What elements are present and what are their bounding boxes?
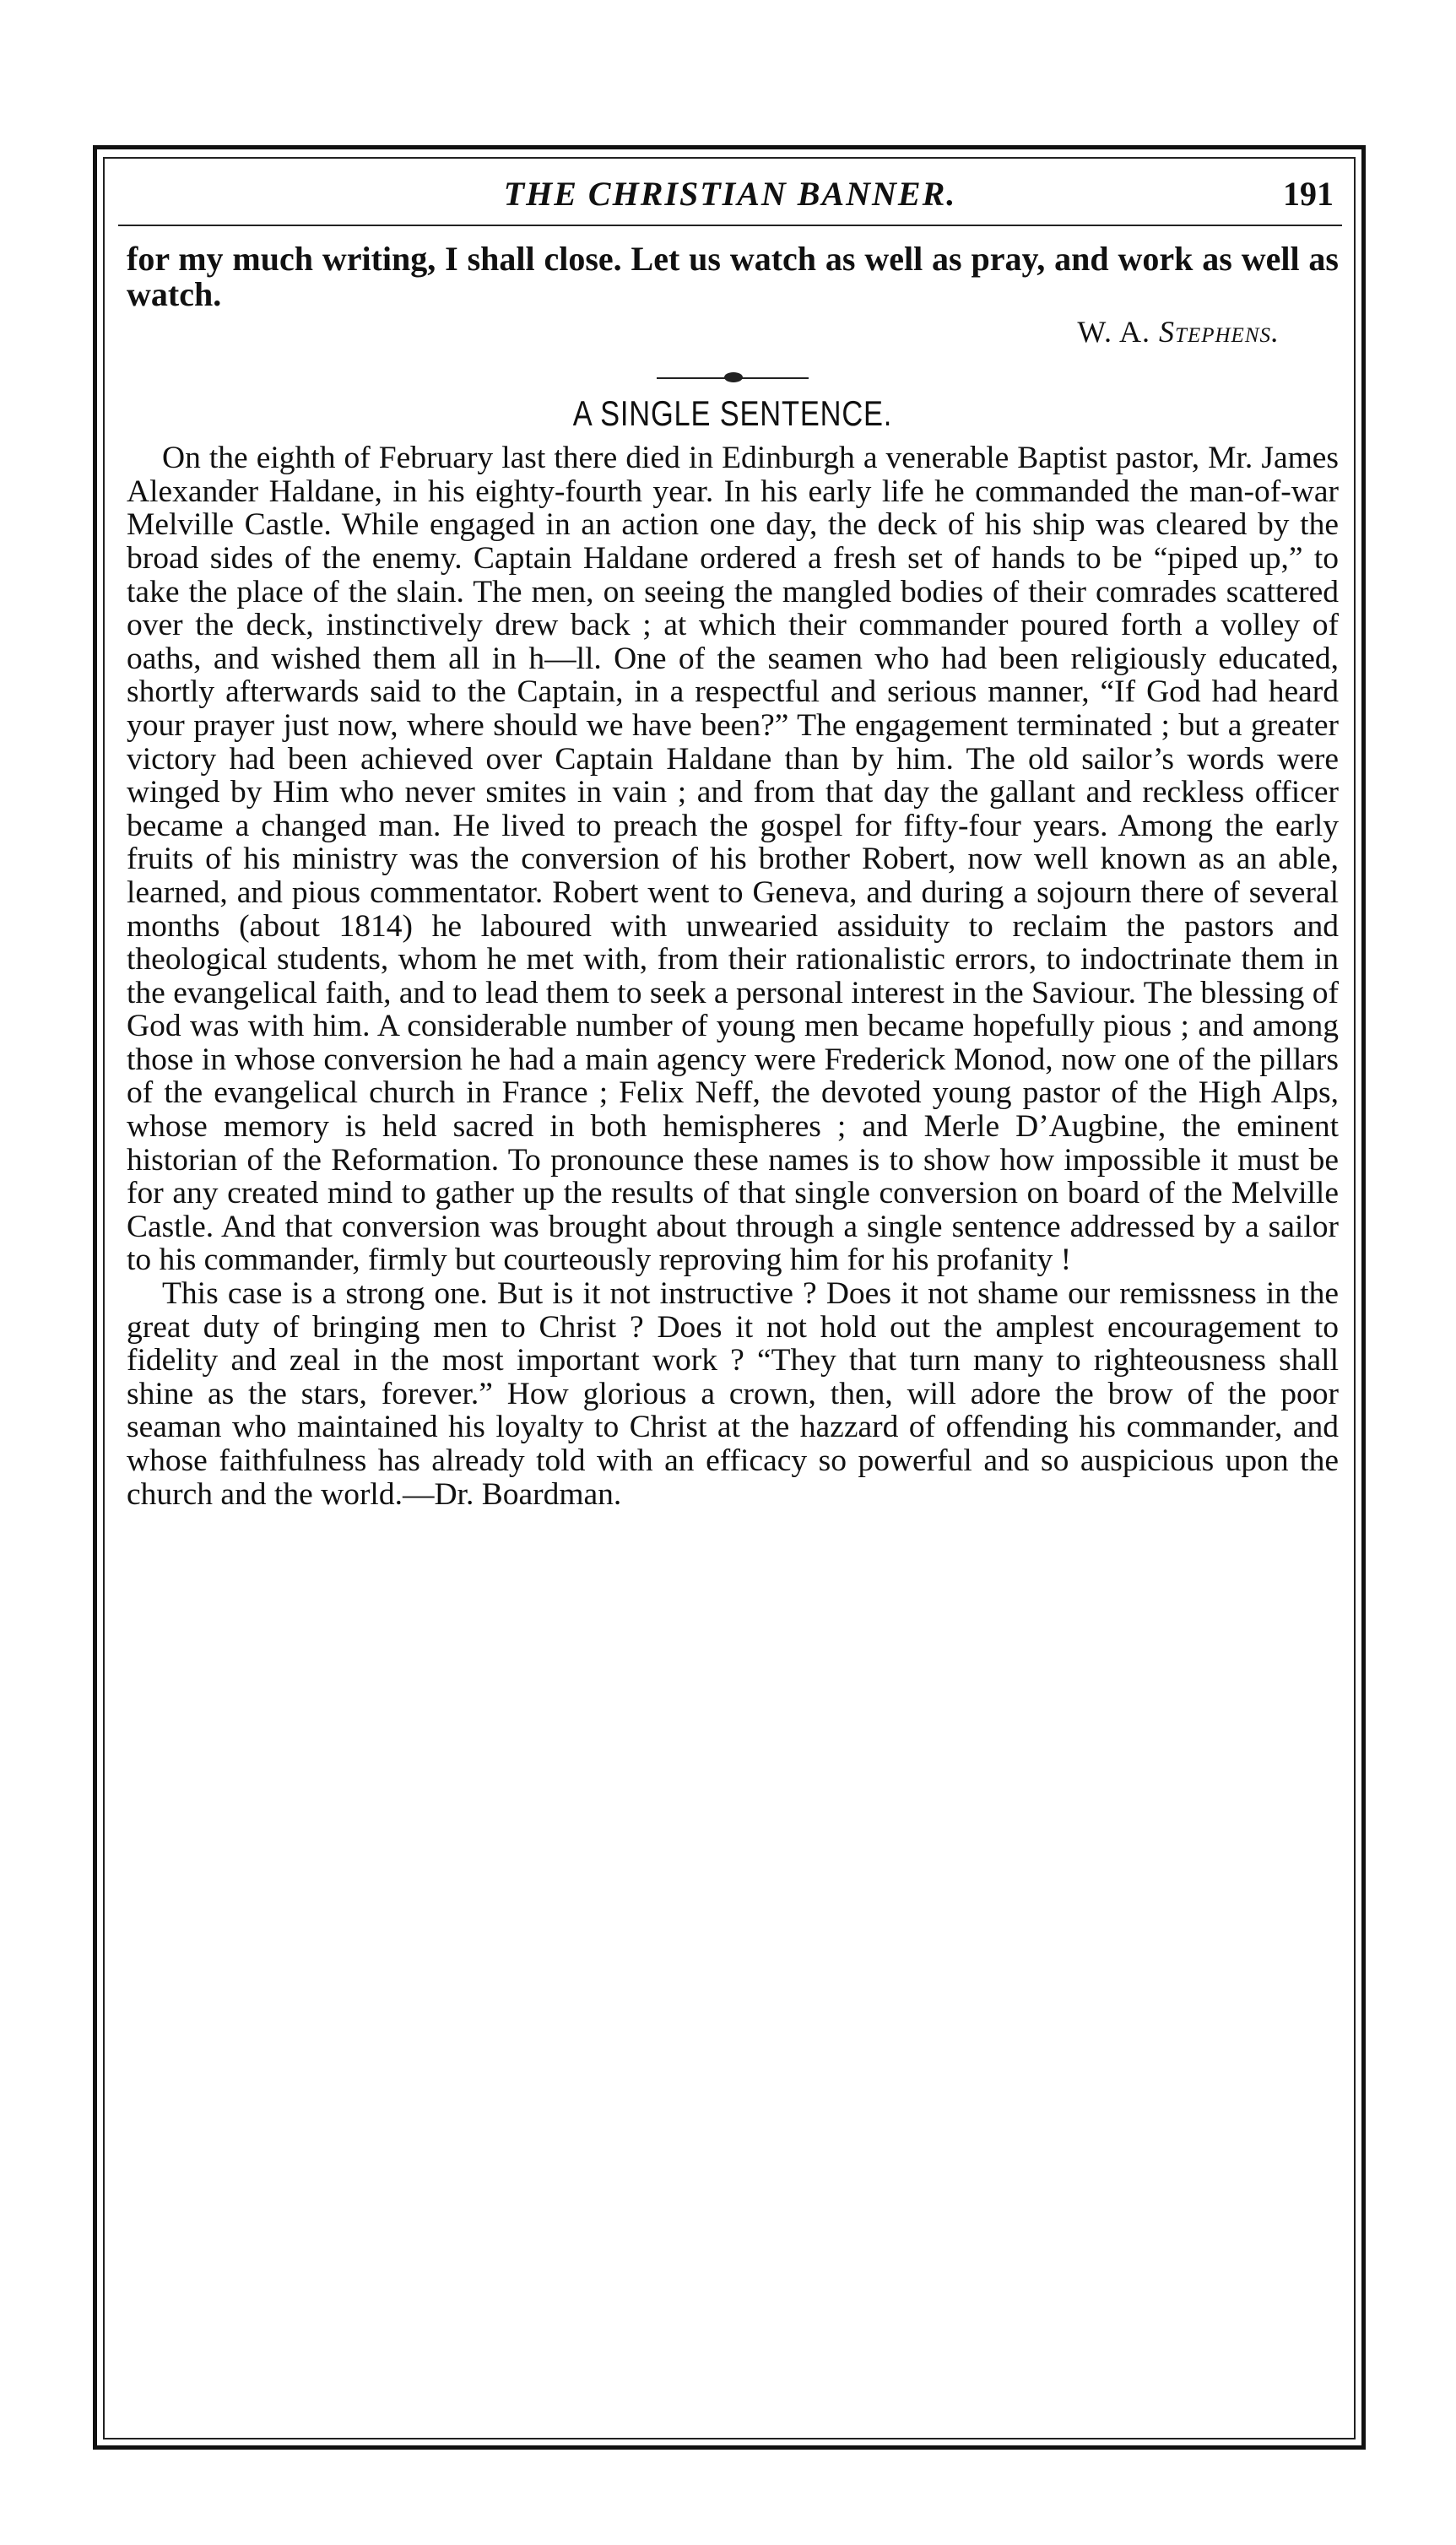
signature [127,316,1280,349]
section-divider [657,370,809,387]
article-paragraph-2: This case is a strong one. But is it not instructive ? Does it not shame our remissness in the great duty of bringing men to Christ ? Does it not hold out the amplest encouragement to fidelity and zeal in the most important work ? “They that turn many to righteousness shall shine as the stars, forever.” How glorious a crown, then, will adore the brow of the poor seaman who maintained his loyalty to Christ at the hazzard of offending his commander, and whose faithfulness has already told with an efficacy so powerful and so auspicious upon the church and the world.—Dr. Boardman. [127,1276,1339,1512]
signature-name: Stephens. [1159,315,1280,349]
running-title: THE CHRISTIAN BANNER. [503,175,957,213]
header-rule [118,225,1342,226]
page-number: 191 [1283,175,1334,213]
lead-paragraph: for my much writing, I shall close. Let us watch as well as pray, and work as well as watch. [127,240,1339,313]
divider-ornament [724,372,743,382]
article-title: A SINGLE SENTENCE. [572,393,893,433]
article-paragraph-1: On the eighth of February last there died in Edinburgh a venerable Baptist pastor, Mr. James Alexander Haldane, in his eighty-fourth year. In his early life he commanded the man-of-war Melville Castle. While engaged in an action one day, the deck of his ship was cleared by the broad sides of the enemy. Captain Haldane ordered a fresh set of hands to be “piped up,” to take the place of the slain. The men, on seeing the mangled bodies of their comrades scattered over the deck, instinctively drew back ; at which their commander poured forth a volley of oaths, and wished them all in h—ll. One of the seamen who had been religiously educated, shortly afterwards said to the Captain, in a respectful and serious manner, “If God had heard your prayer just now, where should we have been?” The engagement terminated ; but a greater victory had been achieved over Captain Haldane than by him. The old sailor’s words were winged by Him who never smites in vain ; and from that day the gallant and reckless officer became a changed man. He lived to preach the gospel for fifty-four years. Among the early fruits of his ministry was the conversion of his brother Robert, now well known as an able, learned, and pious commentator. Robert went to Geneva, and during a sojourn there of several months (about 1814) he laboured with unwearied assiduity to reclaim the pastors and theological students, whom he met with, from their rationalistic errors, to indoctrinate them in the evangelical faith, and to lead them to seek a personal interest in the Saviour. The blessing of God was with him. A considerable number of young men became hopefully pious ; and among those in whose conversion he had a main agency were Frederick Monod, now one of the pillars of the evangelical church in France ; Felix Neff, the devoted young pastor of the High Alps, whose memory is held sacred in both hemispheres ; and Merle D’Augbine, the eminent historian of the Reformation. To pronounce these names is to show how impossible it must be for any created mind to gather up the results of that single conversion on board of the Melville Castle. And that conversion was brought about through a single sentence addressed by a sailor to his commander, firmly but courteously reproving him for his profanity ! [127,441,1339,1278]
running-header [127,174,1334,225]
signature-initials: W. A. [1077,315,1160,349]
page-content [127,241,1339,1511]
